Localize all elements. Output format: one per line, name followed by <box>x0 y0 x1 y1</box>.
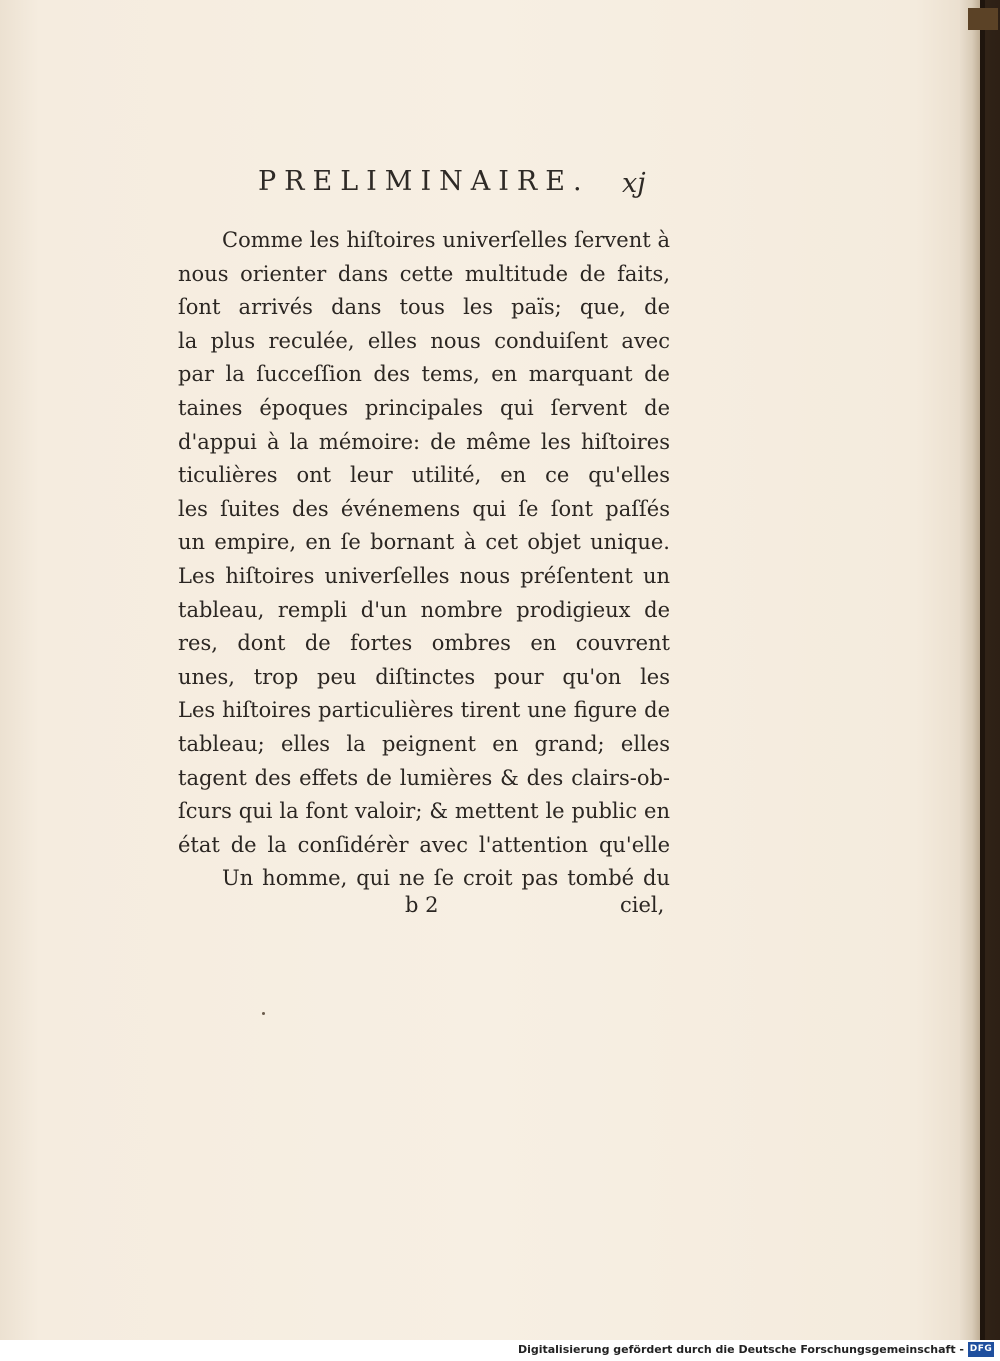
text-line: d'appui à la mémoire: de même les hiſtoires <box>178 429 670 454</box>
text-line: ſont arrivés dans tous les païs; que, de <box>178 295 670 320</box>
text-line: par la ſucceſſion des tems, en marquant de <box>178 362 670 387</box>
text-line: état de la conſidérèr avec l'attention qu'elle <box>178 832 670 857</box>
text-line: la plus reculée, elles nous conduiſent avec <box>178 328 670 353</box>
text-line: taines époques principales qui ſervent de <box>178 395 670 420</box>
text-line: nous orienter dans cette multitude de faits, <box>178 261 670 286</box>
running-title: PRELIMINAIRE. <box>258 166 590 197</box>
text-line: tagent des effets de lumières & des clairs-ob- <box>178 765 670 790</box>
text-line: Comme les hiſtoires univerſelles ſervent à <box>222 228 670 252</box>
text-line: Les hiſtoires univerſelles nous préſentent un <box>178 563 670 588</box>
signature-mark: b 2 <box>405 893 439 917</box>
text-line: Les hiſtoires particulières tirent une figure de <box>178 698 670 723</box>
text-line: un empire, en ſe bornant à cet objet unique. <box>178 530 670 555</box>
text-line: ticulières ont leur utilité, en ce qu'elles <box>178 463 670 488</box>
catchword: ciel, <box>620 893 665 917</box>
text-line: tableau, rempli d'un nombre prodigieux de <box>178 597 670 622</box>
text-line: les ſuites des événemens qui ſe ſont paſſés <box>178 496 670 521</box>
text-line: res, dont de fortes ombres en couvrent <box>178 631 670 656</box>
page-edge <box>960 0 980 1340</box>
dfg-logo-icon: DFG <box>968 1342 994 1357</box>
text-line: tableau; elles la peignent en grand; elles <box>178 731 670 756</box>
body-text <box>178 224 670 896</box>
page-number: xj <box>622 168 646 199</box>
text-line: Un homme, qui ne ſe croit pas tombé du <box>222 866 670 891</box>
digitization-credit: Digitalisierung gefördert durch die Deutsche Forschungsgemeinschaft - <box>517 1343 964 1356</box>
text-line: unes, trop peu diſtinctes pour qu'on les <box>178 664 670 689</box>
binding-corner <box>968 8 998 30</box>
paper-speck <box>262 1012 265 1015</box>
text-line: ſcurs qui la font valoir; & mettent le public en <box>178 799 670 824</box>
